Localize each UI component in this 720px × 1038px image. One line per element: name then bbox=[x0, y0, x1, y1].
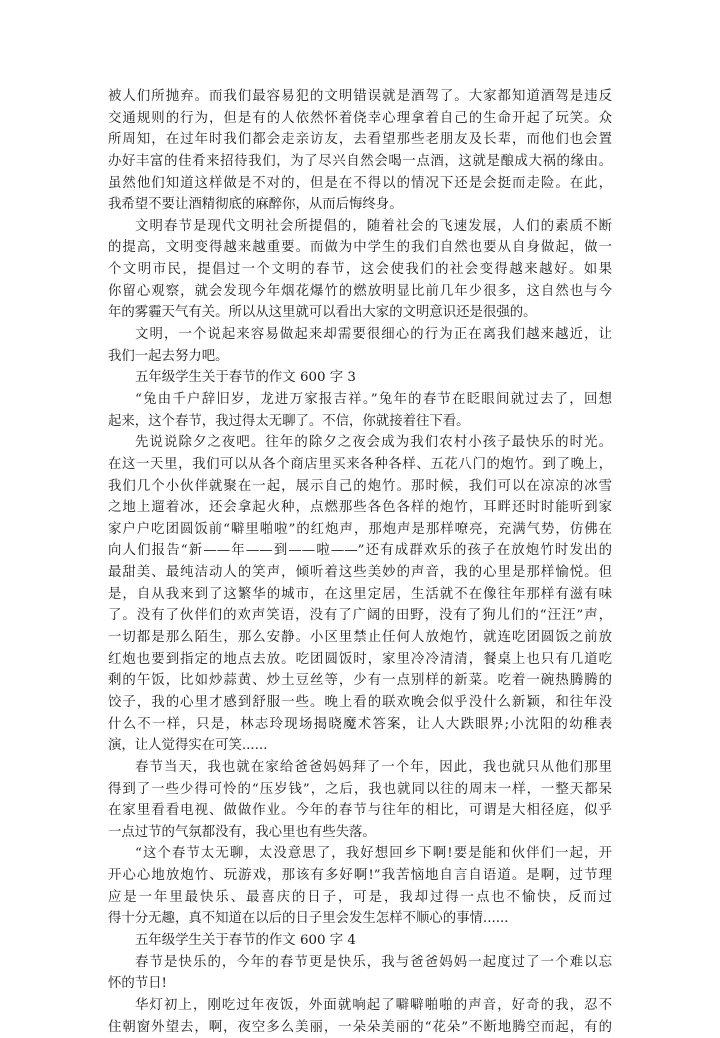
text-line: 五年级学生关于春节的作文 600 字 4 bbox=[135, 932, 356, 948]
text-line: 所周知，在过年时我们都会走亲访友，去看望那些老朋友及长辈，而他们也会置 bbox=[108, 132, 612, 148]
text-line: “兔由千户辞旧岁，龙进万家报吉祥。”兔年的春节在眨眼间就过去了，回想 bbox=[135, 391, 612, 407]
text-line: 开心心地放炮竹、玩游戏，那该有多好啊!”我苦恼地自言自语道。是啊，过节理 bbox=[108, 868, 612, 884]
document-page bbox=[108, 86, 612, 1038]
text-line: 一切都是那么陌生，那么安静。小区里禁止任何人放炮竹，就连吃团圆饭之前放 bbox=[108, 630, 612, 646]
text-line: 年的雾霾天气有关。所以从这里就可以看出大家的文明意识还是很强的。 bbox=[108, 305, 537, 321]
text-line: 在家里看看电视、做做作业。今年的春节与往年的相比，可谓是大相径庭，似乎 bbox=[108, 803, 612, 819]
text-line: 交通规则的行为，但是有的人依然怀着侥幸心理拿着自己的生命开起了玩笑。众 bbox=[108, 110, 612, 126]
text-line: 文明春节是现代文明社会所提倡的，随着社会的飞速发展，人们的素质不断 bbox=[135, 218, 612, 234]
text-line: 先说说除夕之夜吧。往年的除夕之夜会成为我们农村小孩子最快乐的时光。 bbox=[135, 435, 612, 451]
text-line: 什么不一样，只是，林志玲现场揭晓魔术答案，让人大跌眼界;小沈阳的幼稚表 bbox=[108, 716, 612, 732]
text-line: 红炮也要到指定的地点去放。吃团圆饭时，家里冷冷清清，餐桌上也只有几道吃 bbox=[108, 651, 612, 667]
text-line: 办好丰富的佳肴来招待我们，为了尽兴自然会喝一点酒，这就是酿成大祸的缘由。 bbox=[108, 153, 612, 169]
text-line: 我们一起去努力吧。 bbox=[108, 348, 229, 364]
text-line: 是，自从我来到了这繁华的城市，在这里定居，生活就不在像往年那样有滋有味 bbox=[108, 586, 612, 602]
text-line: 春节当天，我也就在家给爸爸妈妈拜了一个年，因此，我也就只从他们那里 bbox=[135, 759, 612, 775]
text-line: 最甜美、最纯洁动人的笑声，倾听着这些美妙的声音，我的心里是那样愉悦。但 bbox=[108, 565, 612, 581]
text-line: 怀的节日! bbox=[108, 976, 167, 992]
text-line: 了。没有了伙伴们的欢声笑语，没有了广阔的田野，没有了狗儿们的“汪汪”声， bbox=[108, 608, 612, 624]
text-line: “这个春节太无聊，太没意思了，我好想回乡下啊!要是能和伙伴们一起，开 bbox=[135, 846, 612, 862]
text-line: 我们几个小伙伴就聚在一起，展示自己的炮竹。那时候，我们可以在凉凉的冰雪 bbox=[108, 478, 612, 494]
text-line: 文明，一个说起来容易做起来却需要很细心的行为正在离我们越来越近，让 bbox=[135, 327, 612, 343]
text-line: 剩的午饭，比如炒蒜黄、炒土豆丝等，少有一点别样的新菜。吃着一碗热腾腾的 bbox=[108, 673, 612, 689]
text-line: 得到了一些少得可怜的“压岁钱”，之后，我也就同以往的周末一样，一整天都呆 bbox=[108, 781, 612, 797]
text-line: 春节是快乐的，今年的春节更是快乐，我与爸爸妈妈一起度过了一个难以忘 bbox=[135, 954, 612, 970]
text-line: 华灯初上，刚吃过年夜饭，外面就响起了噼噼啪啪的声音，好奇的我，忍不 bbox=[135, 997, 612, 1013]
text-line: 向人们报告“新——年——到——啦——”还有成群欢乐的孩子在放炮竹时发出的 bbox=[108, 543, 612, 559]
text-line: 你留心观察，就会发现今年烟花爆竹的燃放明显比前几年少很多，这自然也与今 bbox=[108, 283, 612, 299]
text-line: 住朝窗外望去，啊，夜空多么美丽，一朵朵美丽的“花朵”不断地腾空而起，有的 bbox=[108, 1019, 612, 1035]
text-line: 的提高，文明变得越来越重要。而做为中学生的我们自然也要从自身做起，做一 bbox=[108, 240, 612, 256]
text-line: 虽然他们知道这样做是不对的，但是在不得以的情况下还是会挺而走险。在此， bbox=[108, 175, 612, 191]
text-line: 演，让人觉得实在可笑...... bbox=[108, 738, 268, 754]
text-line: 应是一年里最快乐、最喜庆的日子，可是，我却过得一点也不愉快，反而过 bbox=[108, 889, 612, 905]
text-line: 被人们所抛弃。而我们最容易犯的文明错误就是酒驾了。大家都知道酒驾是违反 bbox=[108, 89, 612, 104]
text-line: 在这一天里，我们可以从各个商店里买来各种各样、五花八门的炮竹。到了晚上， bbox=[108, 456, 612, 472]
text-line: 得十分无趣，真不知道在以后的日子里会发生怎样不顺心的事情...... bbox=[108, 911, 509, 927]
text-line: 家户户吃团圆饭前“噼里啪啦”的红炮声，那炮声是那样嘹亮，充满气势，仿佛在 bbox=[108, 521, 612, 537]
text-line: 之地上遛着冰，还会拿起火种，点燃那些各色各样的炮竹，耳畔还时时能听到家 bbox=[108, 500, 612, 516]
text-line: 五年级学生关于春节的作文 600 字 3 bbox=[135, 370, 356, 386]
text-line: 我希望不要让酒精彻底的麻醉你，从而后悔终身。 bbox=[108, 197, 403, 213]
text-line: 一点过节的气氛都没有，我心里也有些失落。 bbox=[108, 824, 376, 840]
text-line: 个文明市民，提倡过一个文明的春节，这会使我们的社会变得越来越好。如果 bbox=[108, 262, 612, 278]
text-line: 饺子，我的心里才感到舒服一些。晚上看的联欢晚会似乎没什么新颖，和往年没 bbox=[108, 694, 612, 710]
text-line: 起来，这个春节，我过得太无聊了。不信，你就接着往下看。 bbox=[108, 413, 470, 429]
